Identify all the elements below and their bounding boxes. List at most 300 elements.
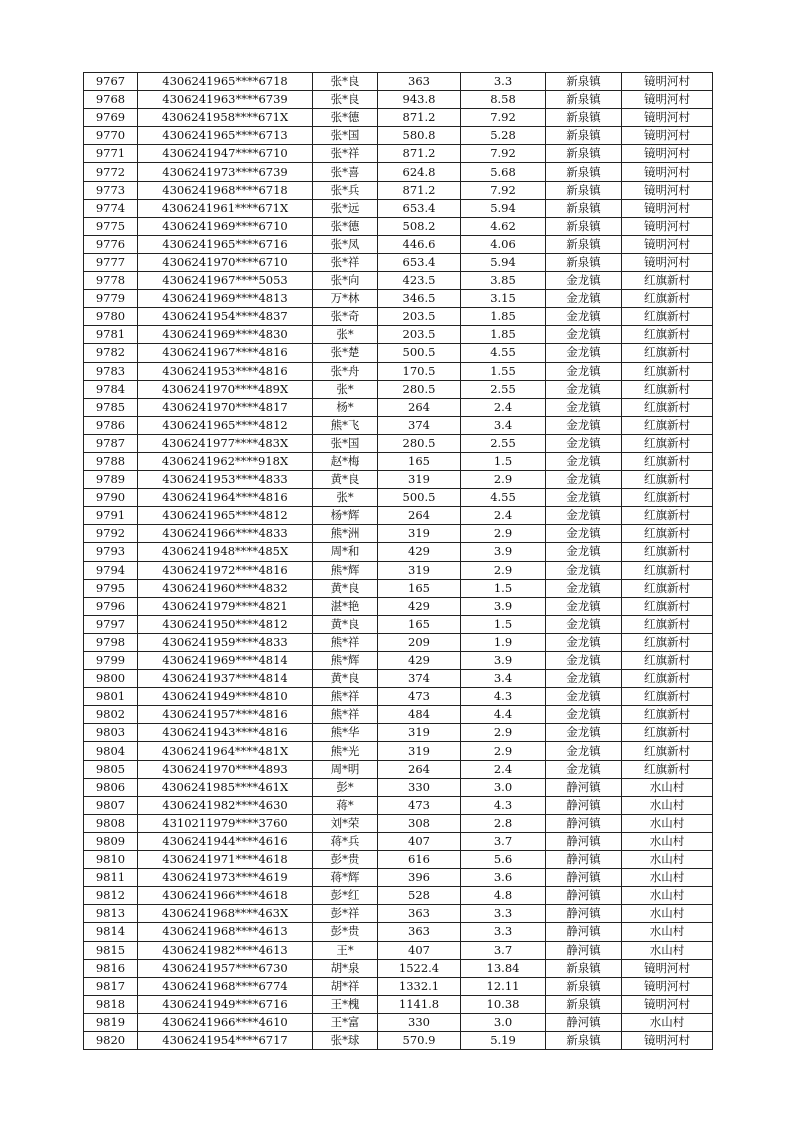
quantity-cell: 1.85 bbox=[461, 308, 546, 326]
town-cell: 新泉镇 bbox=[546, 977, 622, 995]
name-cell: 黄*良 bbox=[313, 471, 378, 489]
amount-cell: 407 bbox=[378, 941, 461, 959]
village-cell: 镜明河村 bbox=[622, 91, 713, 109]
id-number-cell: 4306241965****6713 bbox=[138, 127, 313, 145]
name-cell: 张*楚 bbox=[313, 344, 378, 362]
name-cell: 王* bbox=[313, 941, 378, 959]
row-number-cell: 9820 bbox=[84, 1031, 138, 1049]
quantity-cell: 2.4 bbox=[461, 398, 546, 416]
row-number-cell: 9795 bbox=[84, 579, 138, 597]
town-cell: 静河镇 bbox=[546, 1013, 622, 1031]
town-cell: 金龙镇 bbox=[546, 724, 622, 742]
table-row bbox=[84, 127, 713, 145]
quantity-cell: 3.0 bbox=[461, 1013, 546, 1031]
village-cell: 镜明河村 bbox=[622, 995, 713, 1013]
amount-cell: 396 bbox=[378, 869, 461, 887]
row-number-cell: 9793 bbox=[84, 543, 138, 561]
name-cell: 熊*祥 bbox=[313, 706, 378, 724]
id-number-cell: 4306241970****489X bbox=[138, 380, 313, 398]
row-number-cell: 9770 bbox=[84, 127, 138, 145]
village-cell: 红旗新村 bbox=[622, 290, 713, 308]
name-cell: 张*祥 bbox=[313, 253, 378, 271]
town-cell: 新泉镇 bbox=[546, 127, 622, 145]
amount-cell: 330 bbox=[378, 1013, 461, 1031]
row-number-cell: 9768 bbox=[84, 91, 138, 109]
town-cell: 金龙镇 bbox=[546, 670, 622, 688]
id-number-cell: 4306241969****4813 bbox=[138, 290, 313, 308]
town-cell: 金龙镇 bbox=[546, 507, 622, 525]
town-cell: 金龙镇 bbox=[546, 326, 622, 344]
name-cell: 张*国 bbox=[313, 127, 378, 145]
amount-cell: 580.8 bbox=[378, 127, 461, 145]
row-number-cell: 9775 bbox=[84, 217, 138, 235]
name-cell: 张* bbox=[313, 326, 378, 344]
town-cell: 金龙镇 bbox=[546, 742, 622, 760]
amount-cell: 363 bbox=[378, 905, 461, 923]
row-number-cell: 9815 bbox=[84, 941, 138, 959]
name-cell: 张*凤 bbox=[313, 235, 378, 253]
id-number-cell: 4306241965****6716 bbox=[138, 235, 313, 253]
village-cell: 镜明河村 bbox=[622, 163, 713, 181]
row-number-cell: 9804 bbox=[84, 742, 138, 760]
quantity-cell: 1.5 bbox=[461, 579, 546, 597]
table-row bbox=[84, 887, 713, 905]
village-cell: 红旗新村 bbox=[622, 416, 713, 434]
quantity-cell: 13.84 bbox=[461, 959, 546, 977]
village-cell: 红旗新村 bbox=[622, 543, 713, 561]
amount-cell: 374 bbox=[378, 416, 461, 434]
amount-cell: 165 bbox=[378, 452, 461, 470]
id-number-cell: 4306241953****4816 bbox=[138, 362, 313, 380]
row-number-cell: 9805 bbox=[84, 760, 138, 778]
quantity-cell: 1.55 bbox=[461, 362, 546, 380]
table-row bbox=[84, 633, 713, 651]
quantity-cell: 2.8 bbox=[461, 814, 546, 832]
village-cell: 红旗新村 bbox=[622, 760, 713, 778]
quantity-cell: 2.9 bbox=[461, 471, 546, 489]
amount-cell: 528 bbox=[378, 887, 461, 905]
town-cell: 新泉镇 bbox=[546, 217, 622, 235]
quantity-cell: 3.4 bbox=[461, 670, 546, 688]
village-cell: 红旗新村 bbox=[622, 579, 713, 597]
amount-cell: 319 bbox=[378, 561, 461, 579]
name-cell: 张*舟 bbox=[313, 362, 378, 380]
name-cell: 张*兵 bbox=[313, 181, 378, 199]
row-number-cell: 9780 bbox=[84, 308, 138, 326]
amount-cell: 508.2 bbox=[378, 217, 461, 235]
town-cell: 金龙镇 bbox=[546, 416, 622, 434]
village-cell: 红旗新村 bbox=[622, 398, 713, 416]
quantity-cell: 4.4 bbox=[461, 706, 546, 724]
town-cell: 金龙镇 bbox=[546, 290, 622, 308]
table-row bbox=[84, 561, 713, 579]
records-table-body bbox=[84, 73, 713, 1050]
row-number-cell: 9809 bbox=[84, 832, 138, 850]
table-row bbox=[84, 452, 713, 470]
name-cell: 熊*祥 bbox=[313, 688, 378, 706]
town-cell: 静河镇 bbox=[546, 941, 622, 959]
id-number-cell: 4306241965****4812 bbox=[138, 507, 313, 525]
town-cell: 金龙镇 bbox=[546, 489, 622, 507]
quantity-cell: 1.85 bbox=[461, 326, 546, 344]
name-cell: 熊*辉 bbox=[313, 652, 378, 670]
name-cell: 张*远 bbox=[313, 199, 378, 217]
quantity-cell: 4.06 bbox=[461, 235, 546, 253]
row-number-cell: 9792 bbox=[84, 525, 138, 543]
village-cell: 红旗新村 bbox=[622, 507, 713, 525]
row-number-cell: 9782 bbox=[84, 344, 138, 362]
id-number-cell: 4306241970****4893 bbox=[138, 760, 313, 778]
row-number-cell: 9816 bbox=[84, 959, 138, 977]
town-cell: 金龙镇 bbox=[546, 652, 622, 670]
name-cell: 张*祥 bbox=[313, 145, 378, 163]
table-row bbox=[84, 941, 713, 959]
row-number-cell: 9819 bbox=[84, 1013, 138, 1031]
row-number-cell: 9767 bbox=[84, 73, 138, 91]
row-number-cell: 9813 bbox=[84, 905, 138, 923]
amount-cell: 484 bbox=[378, 706, 461, 724]
row-number-cell: 9797 bbox=[84, 615, 138, 633]
quantity-cell: 1.9 bbox=[461, 633, 546, 651]
name-cell: 张*球 bbox=[313, 1031, 378, 1049]
name-cell: 杨* bbox=[313, 398, 378, 416]
village-cell: 水山村 bbox=[622, 832, 713, 850]
town-cell: 金龙镇 bbox=[546, 362, 622, 380]
table-row bbox=[84, 525, 713, 543]
name-cell: 张*良 bbox=[313, 91, 378, 109]
quantity-cell: 7.92 bbox=[461, 181, 546, 199]
table-row bbox=[84, 597, 713, 615]
id-number-cell: 4306241947****6710 bbox=[138, 145, 313, 163]
quantity-cell: 3.9 bbox=[461, 652, 546, 670]
name-cell: 彭*贵 bbox=[313, 923, 378, 941]
village-cell: 镜明河村 bbox=[622, 959, 713, 977]
name-cell: 张*德 bbox=[313, 217, 378, 235]
quantity-cell: 3.7 bbox=[461, 941, 546, 959]
id-number-cell: 4306241973****4619 bbox=[138, 869, 313, 887]
table-row bbox=[84, 543, 713, 561]
amount-cell: 319 bbox=[378, 724, 461, 742]
id-number-cell: 4306241973****6739 bbox=[138, 163, 313, 181]
row-number-cell: 9779 bbox=[84, 290, 138, 308]
quantity-cell: 4.55 bbox=[461, 344, 546, 362]
name-cell: 胡*祥 bbox=[313, 977, 378, 995]
name-cell: 刘*荣 bbox=[313, 814, 378, 832]
table-row bbox=[84, 814, 713, 832]
row-number-cell: 9790 bbox=[84, 489, 138, 507]
id-number-cell: 4306241982****4613 bbox=[138, 941, 313, 959]
table-row bbox=[84, 489, 713, 507]
row-number-cell: 9808 bbox=[84, 814, 138, 832]
amount-cell: 363 bbox=[378, 923, 461, 941]
town-cell: 新泉镇 bbox=[546, 181, 622, 199]
table-row bbox=[84, 507, 713, 525]
village-cell: 红旗新村 bbox=[622, 326, 713, 344]
village-cell: 水山村 bbox=[622, 814, 713, 832]
id-number-cell: 4306241968****4613 bbox=[138, 923, 313, 941]
town-cell: 静河镇 bbox=[546, 905, 622, 923]
amount-cell: 423.5 bbox=[378, 272, 461, 290]
table-row bbox=[84, 851, 713, 869]
amount-cell: 429 bbox=[378, 652, 461, 670]
amount-cell: 165 bbox=[378, 579, 461, 597]
amount-cell: 871.2 bbox=[378, 109, 461, 127]
row-number-cell: 9781 bbox=[84, 326, 138, 344]
quantity-cell: 1.5 bbox=[461, 615, 546, 633]
id-number-cell: 4306241985****461X bbox=[138, 778, 313, 796]
id-number-cell: 4306241960****4832 bbox=[138, 579, 313, 597]
table-row bbox=[84, 579, 713, 597]
quantity-cell: 7.92 bbox=[461, 145, 546, 163]
name-cell: 蒋*辉 bbox=[313, 869, 378, 887]
name-cell: 熊*华 bbox=[313, 724, 378, 742]
town-cell: 金龙镇 bbox=[546, 561, 622, 579]
id-number-cell: 4306241958****671X bbox=[138, 109, 313, 127]
id-number-cell: 4306241961****671X bbox=[138, 199, 313, 217]
amount-cell: 264 bbox=[378, 507, 461, 525]
amount-cell: 624.8 bbox=[378, 163, 461, 181]
amount-cell: 165 bbox=[378, 615, 461, 633]
name-cell: 蒋*兵 bbox=[313, 832, 378, 850]
quantity-cell: 10.38 bbox=[461, 995, 546, 1013]
id-number-cell: 4306241965****4812 bbox=[138, 416, 313, 434]
row-number-cell: 9812 bbox=[84, 887, 138, 905]
quantity-cell: 2.55 bbox=[461, 380, 546, 398]
id-number-cell: 4306241959****4833 bbox=[138, 633, 313, 651]
village-cell: 水山村 bbox=[622, 778, 713, 796]
village-cell: 镜明河村 bbox=[622, 217, 713, 235]
row-number-cell: 9776 bbox=[84, 235, 138, 253]
name-cell: 赵*梅 bbox=[313, 452, 378, 470]
id-number-cell: 4306241965****6718 bbox=[138, 73, 313, 91]
town-cell: 金龙镇 bbox=[546, 525, 622, 543]
table-row bbox=[84, 416, 713, 434]
amount-cell: 473 bbox=[378, 796, 461, 814]
row-number-cell: 9772 bbox=[84, 163, 138, 181]
table-row bbox=[84, 326, 713, 344]
amount-cell: 429 bbox=[378, 543, 461, 561]
town-cell: 新泉镇 bbox=[546, 199, 622, 217]
town-cell: 新泉镇 bbox=[546, 109, 622, 127]
amount-cell: 446.6 bbox=[378, 235, 461, 253]
id-number-cell: 4306241969****4830 bbox=[138, 326, 313, 344]
row-number-cell: 9800 bbox=[84, 670, 138, 688]
quantity-cell: 2.9 bbox=[461, 742, 546, 760]
town-cell: 静河镇 bbox=[546, 923, 622, 941]
village-cell: 红旗新村 bbox=[622, 652, 713, 670]
row-number-cell: 9794 bbox=[84, 561, 138, 579]
quantity-cell: 5.94 bbox=[461, 253, 546, 271]
village-cell: 红旗新村 bbox=[622, 452, 713, 470]
id-number-cell: 4306241969****4814 bbox=[138, 652, 313, 670]
name-cell: 彭* bbox=[313, 778, 378, 796]
town-cell: 静河镇 bbox=[546, 869, 622, 887]
name-cell: 黄*良 bbox=[313, 670, 378, 688]
town-cell: 新泉镇 bbox=[546, 1031, 622, 1049]
name-cell: 彭*红 bbox=[313, 887, 378, 905]
quantity-cell: 1.5 bbox=[461, 452, 546, 470]
quantity-cell: 3.15 bbox=[461, 290, 546, 308]
village-cell: 红旗新村 bbox=[622, 272, 713, 290]
quantity-cell: 2.9 bbox=[461, 724, 546, 742]
village-cell: 红旗新村 bbox=[622, 434, 713, 452]
village-cell: 红旗新村 bbox=[622, 561, 713, 579]
quantity-cell: 4.8 bbox=[461, 887, 546, 905]
row-number-cell: 9817 bbox=[84, 977, 138, 995]
table-row bbox=[84, 344, 713, 362]
table-row bbox=[84, 977, 713, 995]
table-row bbox=[84, 1013, 713, 1031]
village-cell: 红旗新村 bbox=[622, 597, 713, 615]
name-cell: 熊*飞 bbox=[313, 416, 378, 434]
village-cell: 红旗新村 bbox=[622, 724, 713, 742]
amount-cell: 203.5 bbox=[378, 326, 461, 344]
village-cell: 水山村 bbox=[622, 796, 713, 814]
amount-cell: 653.4 bbox=[378, 199, 461, 217]
row-number-cell: 9810 bbox=[84, 851, 138, 869]
table-row bbox=[84, 290, 713, 308]
amount-cell: 319 bbox=[378, 471, 461, 489]
name-cell: 熊*祥 bbox=[313, 633, 378, 651]
town-cell: 金龙镇 bbox=[546, 543, 622, 561]
table-row bbox=[84, 235, 713, 253]
id-number-cell: 4306241967****4816 bbox=[138, 344, 313, 362]
amount-cell: 1522.4 bbox=[378, 959, 461, 977]
town-cell: 金龙镇 bbox=[546, 579, 622, 597]
name-cell: 彭*祥 bbox=[313, 905, 378, 923]
name-cell: 张*良 bbox=[313, 73, 378, 91]
town-cell: 新泉镇 bbox=[546, 91, 622, 109]
town-cell: 新泉镇 bbox=[546, 235, 622, 253]
id-number-cell: 4306241944****4616 bbox=[138, 832, 313, 850]
village-cell: 水山村 bbox=[622, 851, 713, 869]
amount-cell: 203.5 bbox=[378, 308, 461, 326]
town-cell: 静河镇 bbox=[546, 851, 622, 869]
table-row bbox=[84, 308, 713, 326]
row-number-cell: 9796 bbox=[84, 597, 138, 615]
id-number-cell: 4306241969****6710 bbox=[138, 217, 313, 235]
name-cell: 张*德 bbox=[313, 109, 378, 127]
amount-cell: 429 bbox=[378, 597, 461, 615]
amount-cell: 616 bbox=[378, 851, 461, 869]
village-cell: 红旗新村 bbox=[622, 706, 713, 724]
id-number-cell: 4306241937****4814 bbox=[138, 670, 313, 688]
amount-cell: 330 bbox=[378, 778, 461, 796]
name-cell: 周*和 bbox=[313, 543, 378, 561]
quantity-cell: 3.6 bbox=[461, 869, 546, 887]
quantity-cell: 4.3 bbox=[461, 688, 546, 706]
village-cell: 水山村 bbox=[622, 905, 713, 923]
town-cell: 金龙镇 bbox=[546, 398, 622, 416]
id-number-cell: 4306241949****4810 bbox=[138, 688, 313, 706]
table-row bbox=[84, 362, 713, 380]
village-cell: 红旗新村 bbox=[622, 688, 713, 706]
table-row bbox=[84, 959, 713, 977]
town-cell: 新泉镇 bbox=[546, 73, 622, 91]
id-number-cell: 4306241950****4812 bbox=[138, 615, 313, 633]
table-row bbox=[84, 380, 713, 398]
table-row bbox=[84, 869, 713, 887]
town-cell: 金龙镇 bbox=[546, 380, 622, 398]
row-number-cell: 9798 bbox=[84, 633, 138, 651]
table-row bbox=[84, 398, 713, 416]
village-cell: 红旗新村 bbox=[622, 670, 713, 688]
quantity-cell: 3.3 bbox=[461, 73, 546, 91]
quantity-cell: 3.9 bbox=[461, 543, 546, 561]
row-number-cell: 9789 bbox=[84, 471, 138, 489]
quantity-cell: 5.68 bbox=[461, 163, 546, 181]
amount-cell: 308 bbox=[378, 814, 461, 832]
town-cell: 新泉镇 bbox=[546, 959, 622, 977]
amount-cell: 319 bbox=[378, 525, 461, 543]
village-cell: 镜明河村 bbox=[622, 253, 713, 271]
table-row bbox=[84, 923, 713, 941]
id-number-cell: 4306241977****483X bbox=[138, 434, 313, 452]
village-cell: 镜明河村 bbox=[622, 1031, 713, 1049]
quantity-cell: 3.7 bbox=[461, 832, 546, 850]
table-row bbox=[84, 1031, 713, 1049]
name-cell: 万*林 bbox=[313, 290, 378, 308]
village-cell: 水山村 bbox=[622, 869, 713, 887]
amount-cell: 473 bbox=[378, 688, 461, 706]
town-cell: 静河镇 bbox=[546, 778, 622, 796]
name-cell: 张* bbox=[313, 380, 378, 398]
town-cell: 新泉镇 bbox=[546, 145, 622, 163]
quantity-cell: 8.58 bbox=[461, 91, 546, 109]
quantity-cell: 3.85 bbox=[461, 272, 546, 290]
id-number-cell: 4306241970****4817 bbox=[138, 398, 313, 416]
amount-cell: 264 bbox=[378, 398, 461, 416]
village-cell: 红旗新村 bbox=[622, 362, 713, 380]
name-cell: 张* bbox=[313, 489, 378, 507]
table-row bbox=[84, 615, 713, 633]
quantity-cell: 4.62 bbox=[461, 217, 546, 235]
quantity-cell: 2.4 bbox=[461, 760, 546, 778]
quantity-cell: 5.94 bbox=[461, 199, 546, 217]
name-cell: 张*国 bbox=[313, 434, 378, 452]
town-cell: 金龙镇 bbox=[546, 633, 622, 651]
town-cell: 金龙镇 bbox=[546, 434, 622, 452]
village-cell: 镜明河村 bbox=[622, 199, 713, 217]
table-row bbox=[84, 652, 713, 670]
table-row bbox=[84, 742, 713, 760]
table-row bbox=[84, 253, 713, 271]
id-number-cell: 4306241957****4816 bbox=[138, 706, 313, 724]
town-cell: 金龙镇 bbox=[546, 344, 622, 362]
village-cell: 红旗新村 bbox=[622, 633, 713, 651]
quantity-cell: 5.28 bbox=[461, 127, 546, 145]
table-row bbox=[84, 109, 713, 127]
amount-cell: 346.5 bbox=[378, 290, 461, 308]
row-number-cell: 9786 bbox=[84, 416, 138, 434]
amount-cell: 653.4 bbox=[378, 253, 461, 271]
village-cell: 红旗新村 bbox=[622, 380, 713, 398]
town-cell: 金龙镇 bbox=[546, 308, 622, 326]
town-cell: 静河镇 bbox=[546, 814, 622, 832]
table-row bbox=[84, 760, 713, 778]
row-number-cell: 9787 bbox=[84, 434, 138, 452]
amount-cell: 319 bbox=[378, 742, 461, 760]
row-number-cell: 9818 bbox=[84, 995, 138, 1013]
amount-cell: 871.2 bbox=[378, 145, 461, 163]
table-row bbox=[84, 217, 713, 235]
quantity-cell: 3.4 bbox=[461, 416, 546, 434]
id-number-cell: 4306241948****485X bbox=[138, 543, 313, 561]
village-cell: 镜明河村 bbox=[622, 73, 713, 91]
table-row bbox=[84, 199, 713, 217]
id-number-cell: 4306241971****4618 bbox=[138, 851, 313, 869]
amount-cell: 943.8 bbox=[378, 91, 461, 109]
